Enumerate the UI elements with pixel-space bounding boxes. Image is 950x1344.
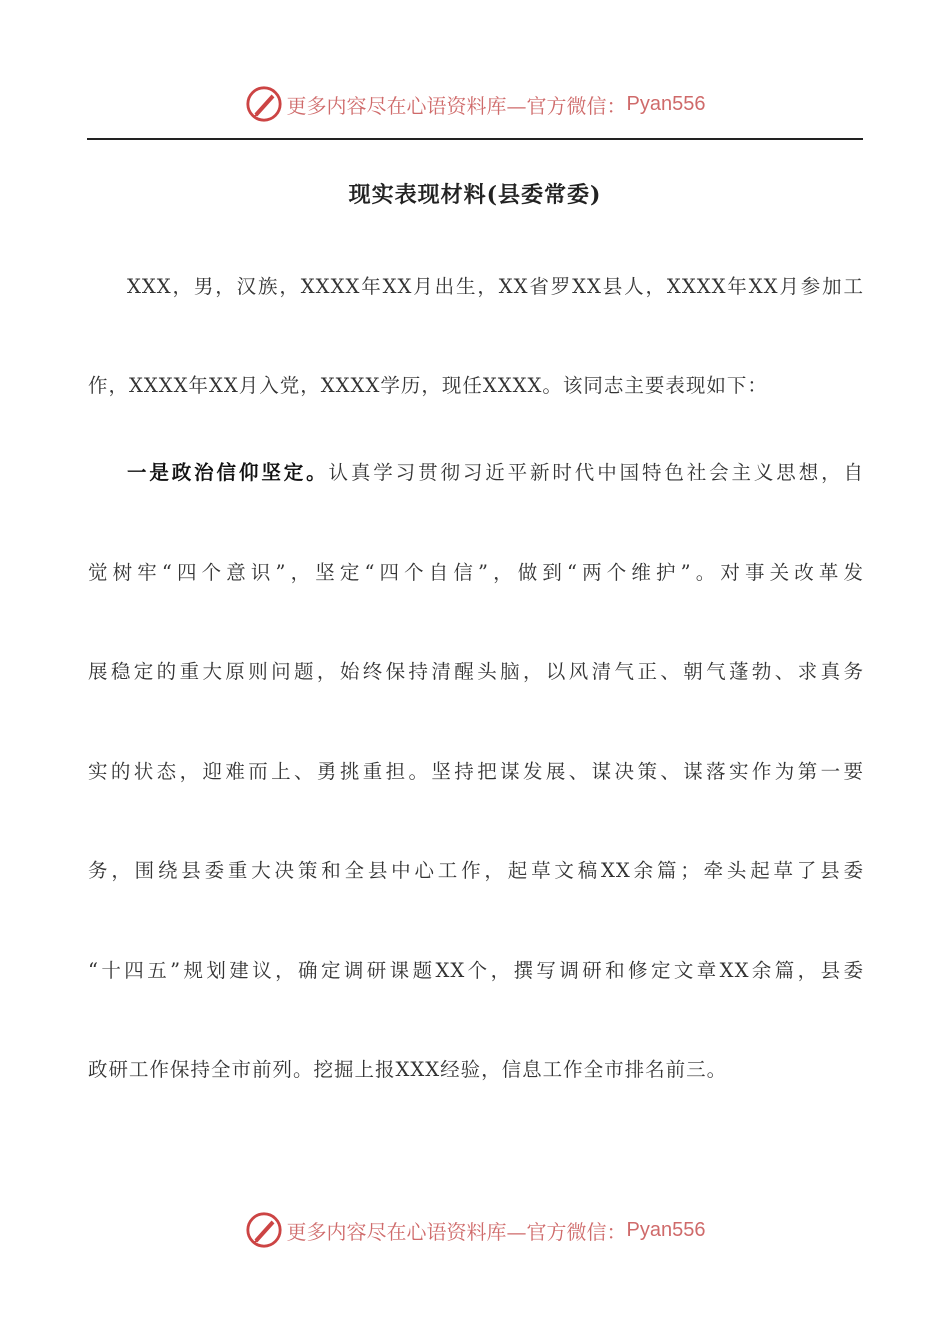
header-banner xyxy=(0,84,950,124)
section-text: 认真学习贯彻习近平新时代中国特色社会主义思想，自 xyxy=(328,461,864,484)
paragraph-line: 展稳定的重大原则问题，始终保持清醒头脑，以风清气正、朝气蓬勃、求真务 xyxy=(88,660,864,683)
section-first-line xyxy=(127,456,864,490)
banner-text: 更多内容尽在心语资料库—官方微信： xyxy=(286,1219,627,1244)
paragraph-line: 作，XXXX年XX月入党，XXXX学历，现任XXXX。该同志主要表现如下： xyxy=(88,374,768,397)
banner-wechat-id: Pyan556 xyxy=(626,92,706,115)
pen-logo-icon xyxy=(245,1211,283,1249)
paragraph-line: 政研工作保持全市前列。挖掘上报XXX经验，信息工作全市排名前三。 xyxy=(88,1058,728,1081)
pen-logo-icon xyxy=(245,85,283,123)
document-title: 现实表现材料(县委常委) xyxy=(348,182,602,208)
paragraph-line: XXX，男，汉族，XXXX年XX月出生，XX省罗XX县人，XXXX年XX月参加工 xyxy=(127,275,864,298)
header-rule xyxy=(87,138,863,140)
paragraph-line: 实的状态，迎难而上、勇挑重担。坚持把谋发展、谋决策、谋落实作为第一要 xyxy=(88,760,864,783)
banner-wechat-id: Pyan556 xyxy=(626,1218,706,1241)
paragraph-line: “十四五”规划建议，确定调研课题XX个，撰写调研和修定文章XX余篇，县委 xyxy=(88,959,864,982)
paragraph-line: 务，围绕县委重大决策和全县中心工作，起草文稿XX余篇；牵头起草了县委 xyxy=(88,859,864,882)
section-heading: 一是政治信仰坚定。 xyxy=(127,461,329,484)
banner-text: 更多内容尽在心语资料库—官方微信： xyxy=(286,93,627,118)
footer-banner xyxy=(0,1210,950,1250)
paragraph-line: 觉树牢“四个意识”，坚定“四个自信”，做到“两个维护”。对事关改革发 xyxy=(88,561,864,584)
